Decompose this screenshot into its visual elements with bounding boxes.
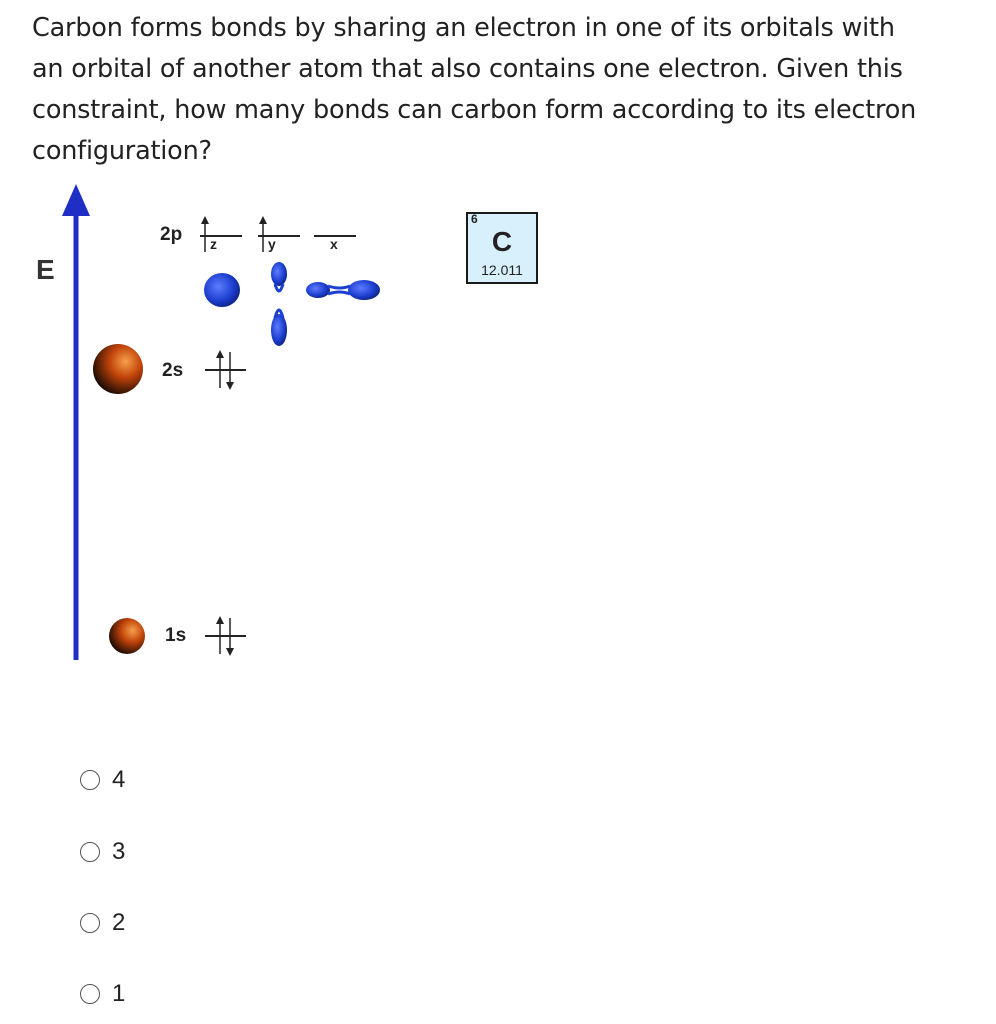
sublabel-x: x [330,236,338,252]
option-label: 2 [112,909,126,936]
carbon-element-tile [466,212,538,284]
question-line: Carbon forms bonds by sharing an electron in one of its orbitals with [32,13,895,43]
question-text [32,8,962,172]
option-label: 3 [112,838,126,865]
option-4[interactable] [80,760,125,800]
atomic-mass: 12.011 [481,262,523,278]
radio-button[interactable] [80,913,100,933]
option-label: 1 [112,980,126,1007]
option-3[interactable] [80,832,125,872]
p-orbital-z-lobe [204,273,240,307]
level-label-2s: 2s [162,360,184,381]
electron-configuration-diagram [0,170,996,690]
p-orbital-x-lobes [306,280,380,300]
orbital-2py [258,216,300,252]
question-line: an orbital of another atom that also contains one electron. Given this [32,54,903,84]
radio-button[interactable] [80,770,100,790]
sublabel-y: y [268,236,276,252]
element-symbol: C [491,226,513,257]
energy-axis-arrow [62,184,90,660]
option-2[interactable] [80,903,125,943]
p-orbital-y-lobes [271,262,287,346]
level-label-1s: 1s [165,625,187,646]
sublabel-z: z [210,236,217,252]
level-label-2p: 2p [160,224,183,245]
atomic-number: 6 [471,212,478,226]
option-label: 4 [112,766,126,793]
option-1[interactable] [80,974,125,1014]
question-line: constraint, how many bonds can carbon form according to its electron [32,95,917,125]
radio-button[interactable] [80,842,100,862]
orbital-2pz [200,216,242,252]
radio-button[interactable] [80,984,100,1004]
question-line: configuration? [32,136,212,166]
energy-axis-label: E [36,254,55,285]
